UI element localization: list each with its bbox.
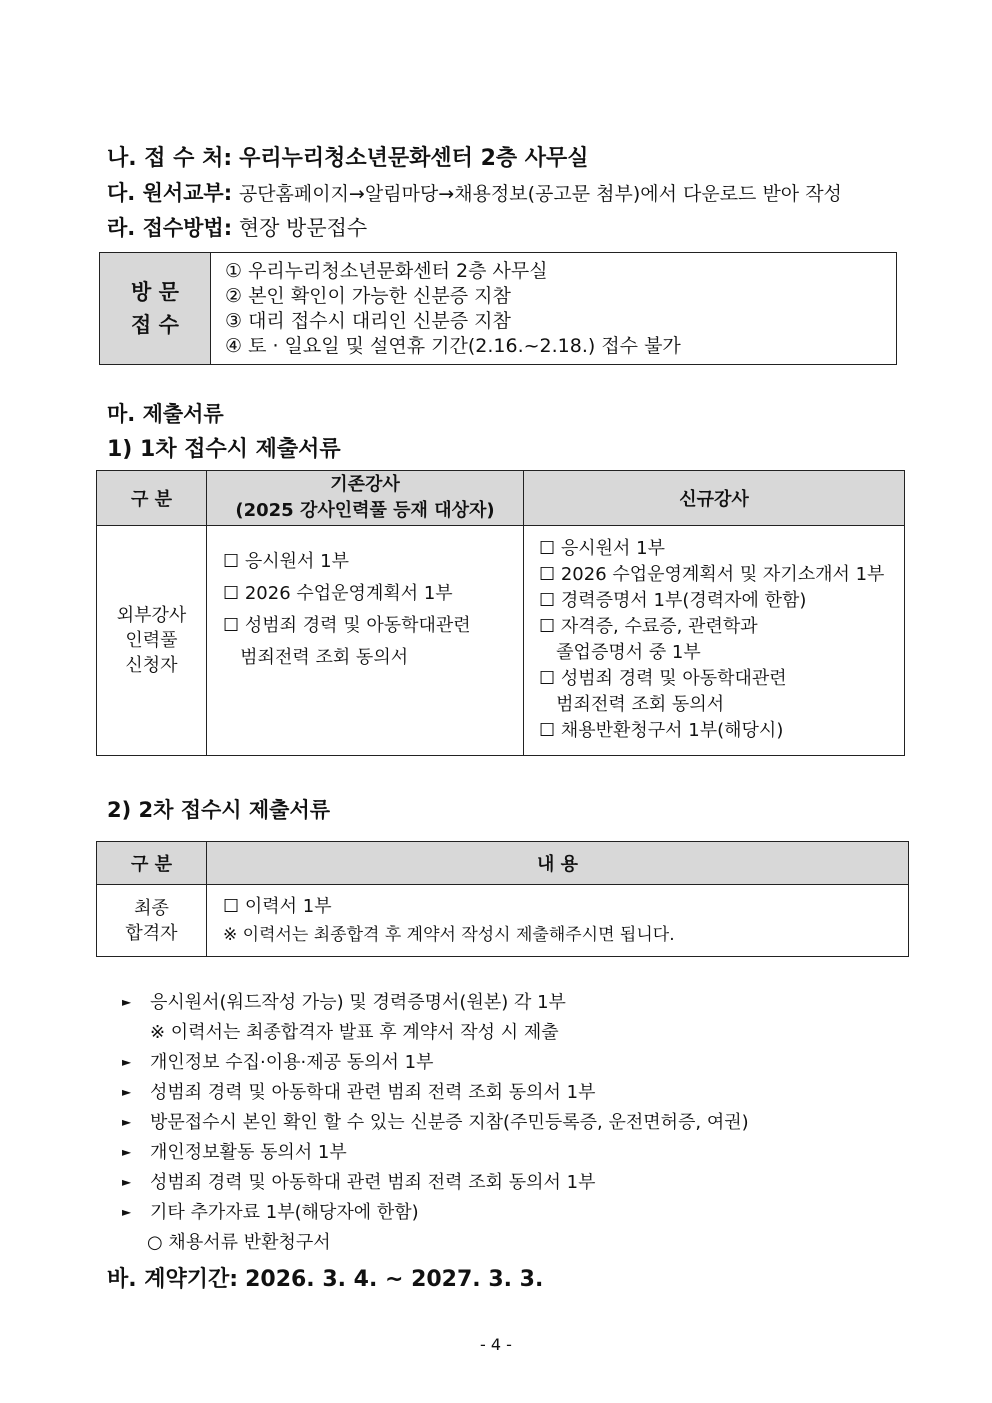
t1-row-label	[97, 526, 207, 756]
bullet-item: ► 개인정보 수집·이용·제공 동의서 1부	[122, 1052, 434, 1073]
t1-header-existing-line1: 기존강사	[330, 474, 400, 495]
t1-header-new: 신규강사	[524, 471, 905, 526]
triangle-bullet-icon: ►	[122, 1115, 132, 1129]
t1-new-item: ☐ 응시원서 1부	[539, 538, 665, 559]
section-ma: 마. 제출서류	[107, 402, 224, 426]
section-ra	[107, 212, 367, 242]
t2-row-label-line1: 최종	[134, 897, 169, 919]
t2-row-label	[97, 885, 207, 957]
triangle-bullet-icon: ►	[122, 995, 132, 1009]
triangle-bullet-icon: ►	[122, 1205, 132, 1219]
triangle-bullet-icon: ►	[122, 1145, 132, 1159]
page-number: - 4 -	[480, 1335, 512, 1354]
section-da-value: 공단홈페이지→알림마당→채용정보(공고문 첨부)에서 다운로드 받아 작성	[238, 183, 842, 205]
t1-new-item: ☐ 2026 수업운영계획서 및 자기소개서 1부	[539, 564, 885, 585]
submission-table-2	[96, 841, 909, 957]
bullet-item: ► 성범죄 경력 및 아동학대 관련 범죄 전력 조회 동의서 1부	[122, 1082, 596, 1103]
section-na	[107, 141, 589, 172]
bullet-item: ► 개인정보활동 동의서 1부	[122, 1142, 347, 1163]
t1-existing-item: ☐ 2026 수업운영계획서 1부	[223, 583, 453, 604]
t2-row-label-line2: 합격자	[125, 922, 178, 944]
bullet-item: ► 성범죄 경력 및 아동학대 관련 범죄 전력 조회 동의서 1부	[122, 1172, 596, 1193]
bullet-item: ► 방문접수시 본인 확인 할 수 있는 신분증 지참(주민등록증, 운전면허증, 여권)	[122, 1112, 749, 1133]
triangle-bullet-icon: ►	[122, 1085, 132, 1099]
t1-header-gubun: 구 분	[97, 471, 207, 526]
t1-existing-items	[207, 526, 524, 756]
t1-new-item: ☐ 자격증, 수료증, 관련학과	[539, 616, 758, 637]
t1-row-label-line3: 신청자	[125, 655, 178, 676]
visit-items	[211, 253, 681, 364]
t2-header-content: 내 용	[207, 842, 909, 885]
visit-box	[99, 252, 897, 365]
bullet-item: ► 기타 추가자료 1부(해당자에 한함)	[122, 1202, 419, 1223]
t1-new-item: 졸업증명서 중 1부	[539, 642, 701, 663]
section-na-label: 나. 접 수 처:	[107, 146, 233, 171]
bullet-note: ※ 이력서는 최종합격자 발표 후 계약서 작성 시 제출	[150, 1022, 559, 1043]
t2-item: ☐ 이력서 1부	[223, 895, 332, 917]
t1-new-item: ☐ 경력증명서 1부(경력자에 한함)	[539, 590, 807, 611]
t1-existing-item: ☐ 응시원서 1부	[223, 551, 349, 572]
t1-header-existing	[207, 471, 524, 526]
visit-label-line1: 방 문	[131, 279, 179, 304]
t2-header-gubun: 구 분	[97, 842, 207, 885]
submission-table-1	[96, 470, 905, 756]
t2-content	[207, 885, 909, 957]
t1-new-items	[524, 526, 905, 756]
visit-item: ④ 토 · 일요일 및 설연휴 기간(2.16.~2.18.) 접수 불가	[225, 335, 681, 357]
visit-item: ③ 대리 접수시 대리인 신분증 지참	[225, 310, 511, 332]
t1-header-existing-line2: (2025 강사인력풀 등재 대상자)	[235, 500, 495, 521]
visit-item: ① 우리누리청소년문화센터 2층 사무실	[225, 260, 548, 282]
section-ba-label: 바. 계약기간:	[107, 1267, 239, 1292]
bullet-item: ► 응시원서(워드작성 가능) 및 경력증명서(원본) 각 1부	[122, 992, 566, 1013]
t1-new-item: ☐ 성범죄 경력 및 아동학대관련	[539, 668, 787, 689]
t1-row-label-line2: 인력풀	[125, 630, 178, 651]
t1-new-item: 범죄전력 조회 동의서	[539, 694, 725, 715]
circle-item: ○ 채용서류 반환청구서	[147, 1232, 331, 1253]
section-ba	[107, 1262, 543, 1293]
section-ba-value: 2026. 3. 4. ~ 2027. 3. 3.	[245, 1267, 544, 1292]
visit-label	[100, 253, 211, 364]
section-ra-label: 라. 접수방법:	[107, 216, 233, 240]
t1-existing-item: 범죄전력 조회 동의서	[223, 647, 409, 668]
subsection-1: 1) 1차 접수시 제출서류	[107, 437, 341, 462]
t1-row-label-line1: 외부강사	[116, 605, 187, 626]
triangle-bullet-icon: ►	[122, 1175, 132, 1189]
subsection-2: 2) 2차 접수시 제출서류	[107, 798, 331, 822]
triangle-bullet-icon: ►	[122, 1055, 132, 1069]
section-na-value: 우리누리청소년문화센터 2층 사무실	[239, 146, 589, 171]
t1-existing-item: ☐ 성범죄 경력 및 아동학대관련	[223, 615, 471, 636]
visit-label-line2: 접 수	[131, 312, 179, 337]
section-da-label: 다. 원서교부:	[107, 181, 233, 205]
t1-new-item: ☐ 채용반환청구서 1부(해당시)	[539, 720, 784, 741]
section-ra-value: 현장 방문접수	[238, 216, 368, 240]
visit-item: ② 본인 확인이 가능한 신분증 지참	[225, 285, 511, 307]
section-da	[107, 177, 842, 207]
t2-note: ※ 이력서는 최종합격 후 계약서 작성시 제출해주시면 됩니다.	[223, 924, 675, 945]
